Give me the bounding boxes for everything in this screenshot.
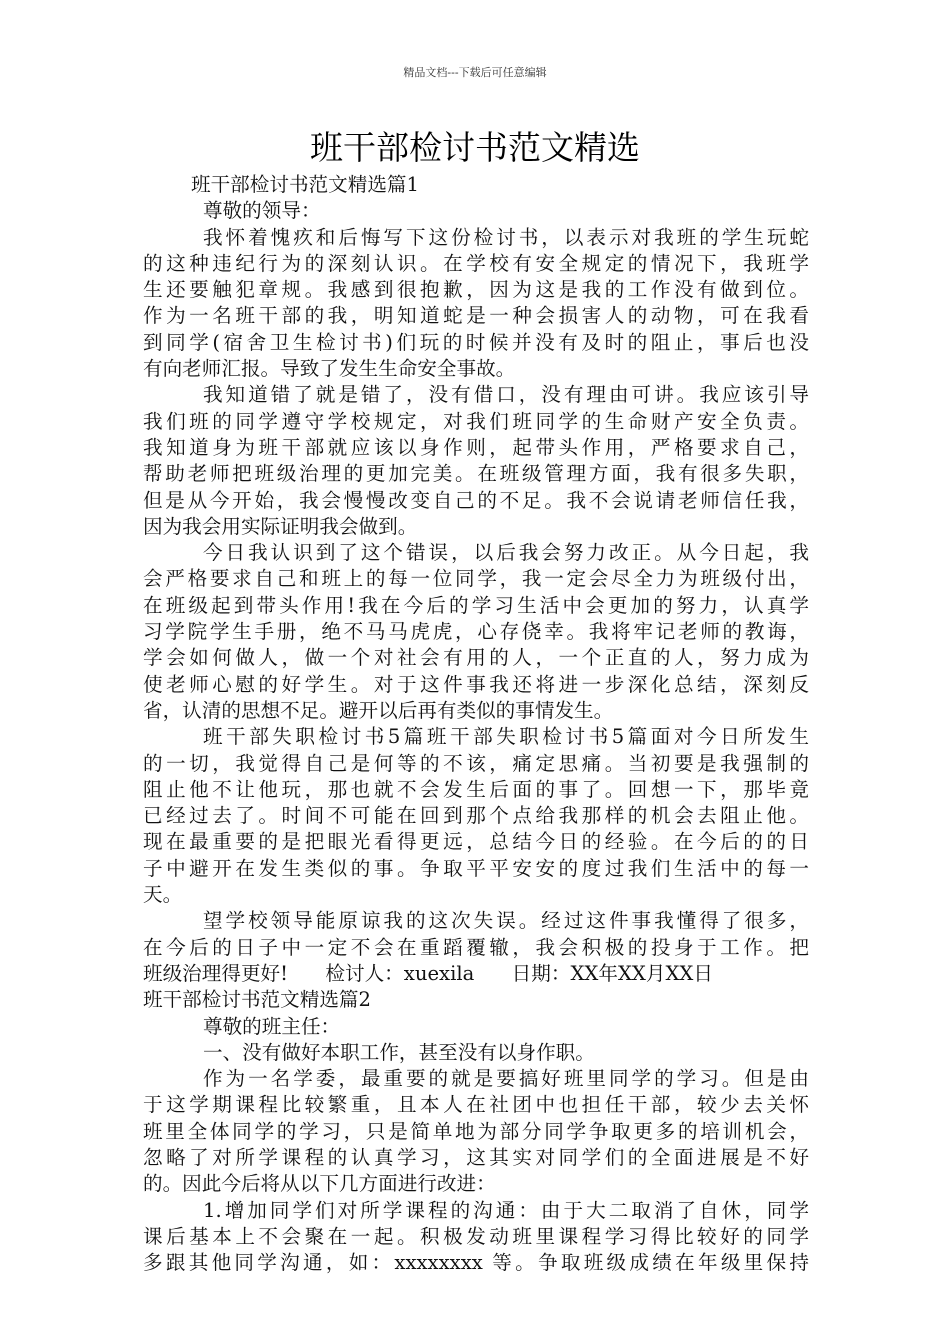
body-line: 班干部检讨书范文精选篇1 <box>191 173 419 196</box>
body-line: 作为一名学委，最重要的就是要搞好班里同学的学习。但是由 <box>203 1067 809 1091</box>
body-line: 我们班的同学遵守学校规定，对我们班同学的生命财产安全负责。 <box>143 409 809 433</box>
body-line: 作为一名班干部的我，明知道蛇是一种会损害人的动物，可在我看 <box>143 304 809 328</box>
body-line: 生还要触犯章规。我感到很抱歉，因为这是我的工作没有做到位。 <box>143 278 809 302</box>
body-line: 使老师心慰的好学生。对于这件事我还将进一步深化总结，深刻反 <box>143 672 809 696</box>
body-line: 在今后的日子中一定不会在重蹈覆辙，我会积极的投身于工作。把 <box>143 935 809 959</box>
body-line: 有向老师汇报。导致了发生生命安全事故。 <box>143 357 516 381</box>
body-line: 课后基本上不会聚在一起。积极发动班里课程学习得比较好的同学 <box>143 1224 809 1248</box>
body-line: 的。因此今后将从以下几方面进行改进： <box>143 1172 496 1196</box>
body-line: 尊敬的领导： <box>203 199 321 223</box>
body-line: 习学院学生手册，绝不马马虎虎，心存侥幸。我将牢记老师的教诲， <box>143 620 809 644</box>
body-line: 我知道身为班干部就应该以身作则，起带头作用，严格要求自己， <box>143 435 809 459</box>
body-line: 望学校领导能原谅我的这次失误。经过这件事我懂得了很多， <box>203 909 809 933</box>
body-line: 到同学(宿舍卫生检讨书)们玩的时候并没有及时的阻止，事后也没 <box>143 330 809 354</box>
body-line: 班级治理得更好! 检讨人：xuexila 日期：XX年XX月XX日 <box>143 961 713 985</box>
body-line: 忽略了对所学课程的认真学习，这其实对同学们的全面进展是不好 <box>143 1145 809 1169</box>
body-line: 但是从今开始，我会慢慢改变自己的不足。我不会说请老师信任我， <box>143 488 809 512</box>
body-line: 1.增加同学们对所学课程的沟通：由于大二取消了自休，同学 <box>203 1198 809 1222</box>
document-title: 班干部检讨书范文精选 <box>310 128 640 167</box>
body-line: 的一切，我觉得自己是何等的不该，痛定思痛。当初要是我强制的 <box>143 751 809 775</box>
document-body <box>143 172 809 1276</box>
body-line: 我知道错了就是错了，没有借口，没有理由可讲。我应该引导 <box>203 383 809 407</box>
body-line: 多跟其他同学沟通，如：xxxxxxxx 等。争取班级成绩在年级里保持 <box>143 1251 809 1275</box>
body-line: 今日我认识到了这个错误，以后我会努力改正。从今日起，我 <box>203 541 809 565</box>
body-line: 班干部失职检讨书5篇班干部失职检讨书5篇面对今日所发生 <box>203 725 809 749</box>
body-line: 尊敬的班主任： <box>203 1014 341 1038</box>
body-line: 阻止他不让他玩，那也就不会发生后面的事了。回想一下，那毕竟 <box>143 777 809 801</box>
body-line: 的这种违纪行为的深刻认识。在学校有安全规定的情况下，我班学 <box>143 251 809 275</box>
body-line: 我怀着愧疚和后悔写下这份检讨书，以表示对我班的学生玩蛇 <box>203 225 809 249</box>
body-line: 在班级起到带头作用!我在今后的学习生活中会更加的努力，认真学 <box>143 593 809 617</box>
body-line: 于这学期课程比较繁重，且本人在社团中也担任干部，较少去关怀 <box>143 1093 809 1117</box>
body-line: 子中避开在发生类似的事。争取平平安安的度过我们生活中的每一 <box>143 856 809 880</box>
body-line: 现在最重要的是把眼光看得更远，总结今日的经验。在今后的的日 <box>143 830 809 854</box>
body-line: 因为我会用实际证明我会做到。 <box>143 514 418 538</box>
body-line: 一、没有做好本职工作，甚至没有以身作职。 <box>203 1040 595 1064</box>
body-line: 会严格要求自己和班上的每一位同学，我一定会尽全力为班级付出， <box>143 567 809 591</box>
body-line: 班里全体同学的学习，只是简单地为部分同学争取更多的培训机会， <box>143 1119 809 1143</box>
body-line: 天。 <box>143 883 183 907</box>
body-line: 帮助老师把班级治理的更加完美。在班级管理方面，我有很多失职， <box>143 462 809 486</box>
body-line: 班干部检讨书范文精选篇2 <box>143 988 371 1012</box>
page-header-note: 精品文档---下载后可任意编辑 <box>403 66 547 79</box>
body-line: 已经过去了。时间不可能在回到那个点给我那样的机会去阻止他。 <box>143 804 809 828</box>
body-line: 省，认清的思想不足。避开以后再有类似的事情发生。 <box>143 698 614 722</box>
body-line: 学会如何做人，做一个对社会有用的人，一个正直的人，努力成为 <box>143 646 809 670</box>
